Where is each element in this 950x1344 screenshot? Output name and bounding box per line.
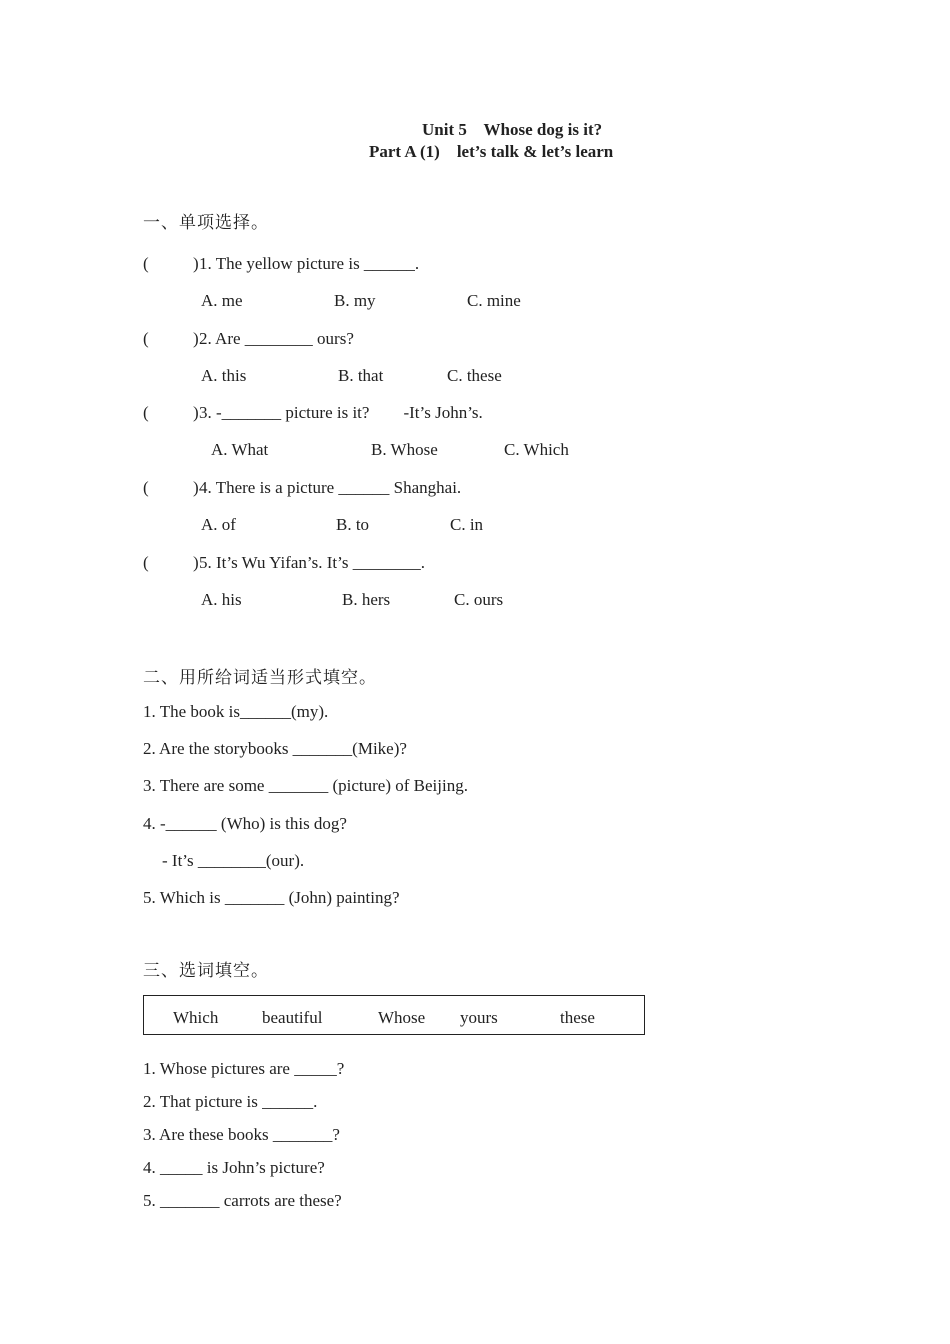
section1-heading: 一、单项选择。 xyxy=(143,213,269,233)
word-fill-item-5: 5. _______ carrots are these? xyxy=(143,1191,342,1210)
word-fill-item-3: 3. Are these books _______? xyxy=(143,1125,340,1144)
option-c: C. mine xyxy=(467,291,521,310)
option-c: C. in xyxy=(450,515,484,534)
answer-paren-close: ) xyxy=(193,403,199,422)
word-fill-item-2: 2. That picture is ______. xyxy=(143,1092,318,1111)
question-text: 5. It’s Wu Yifan’s. It’s ________. xyxy=(199,553,425,572)
answer-paren-open: ( xyxy=(143,478,149,497)
fill-item-1: 1. The book is______(my). xyxy=(143,702,329,721)
page-subtitle: Part A (1) let’s talk & let’s learn xyxy=(369,142,614,161)
word-fill-item-4: 4. _____ is John’s picture? xyxy=(143,1158,325,1177)
option-c: C. ours xyxy=(454,590,504,609)
question-text: 1. The yellow picture is ______. xyxy=(199,254,420,273)
option-a: A. What xyxy=(211,440,269,459)
option-a: A. his xyxy=(201,590,242,609)
option-b: B. that xyxy=(338,366,384,385)
answer-paren-open: ( xyxy=(143,403,149,422)
fill-item-5: 5. Which is _______ (John) painting? xyxy=(143,888,400,907)
section2-heading: 二、用所给词适当形式填空。 xyxy=(143,668,377,688)
option-b: B. to xyxy=(336,515,370,534)
answer-paren-open: ( xyxy=(143,329,149,348)
question-text: 2. Are ________ ours? xyxy=(199,329,354,348)
answer-paren-close: ) xyxy=(193,478,199,497)
section3-heading: 三、选词填空。 xyxy=(143,961,269,981)
question-text: 4. There is a picture ______ Shanghai. xyxy=(199,478,462,497)
word-bank-word: yours xyxy=(460,1008,498,1027)
option-a: A. of xyxy=(201,515,236,534)
option-b: B. hers xyxy=(342,590,391,609)
option-a: A. this xyxy=(201,366,247,385)
fill-item-4-answer: - It’s ________(our). xyxy=(162,851,305,870)
answer-paren-close: ) xyxy=(193,254,199,273)
option-b: B. my xyxy=(334,291,376,310)
answer-paren-open: ( xyxy=(143,553,149,572)
fill-item-2: 2. Are the storybooks _______(Mike)? xyxy=(143,739,407,758)
word-bank-word: Which xyxy=(173,1008,219,1027)
answer-paren-close: ) xyxy=(193,329,199,348)
question-text: 3. -_______ picture is it? -It’s John’s. xyxy=(199,403,483,422)
word-bank-word: these xyxy=(560,1008,595,1027)
answer-paren-open: ( xyxy=(143,254,149,273)
option-b: B. Whose xyxy=(371,440,438,459)
fill-item-4: 4. -______ (Who) is this dog? xyxy=(143,814,347,833)
option-c: C. these xyxy=(447,366,502,385)
fill-item-3: 3. There are some _______ (picture) of Beijing. xyxy=(143,776,468,795)
answer-paren-close: ) xyxy=(193,553,199,572)
word-bank-word: beautiful xyxy=(262,1008,323,1027)
option-a: A. me xyxy=(201,291,243,310)
word-bank-word: Whose xyxy=(378,1008,426,1027)
option-c: C. Which xyxy=(504,440,569,459)
word-fill-item-1: 1. Whose pictures are _____? xyxy=(143,1059,345,1078)
page-title: Unit 5 Whose dog is it? xyxy=(422,120,603,139)
